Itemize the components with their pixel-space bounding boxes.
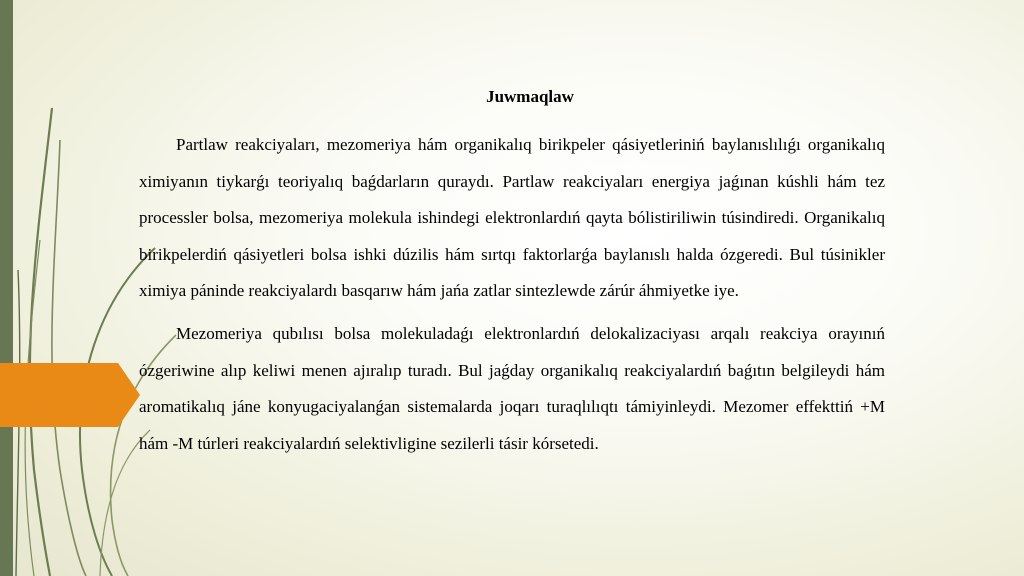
slide-body xyxy=(139,127,885,468)
paragraph-2: Mezomeriya qubılısı bolsa molekuladaǵı elektronlardıń delokalizaciyası arqalı reakciya orayınıń ózgeriwine alıp keliwi menen ajıralıp turadı. Bul jaǵday organikalıq reakciyalardıń baǵıtın belgileydi hám aromatikalıq jáne konyugaciyalanǵan sistemalarda joqarı turaqlılıqtı támiyinleydi. Mezomer effekttiń +M hám -M túrleri reakciyalardıń selektivligine sezilerli tásir kórsetedi. xyxy=(139,323,885,453)
paragraph-1: Partlaw reakciyaları, mezomeriya hám organikalıq birikpeler qásiyetleriniń baylanıslılıǵı organikalıq ximiyanın tiykarǵı teoriyalıq baǵdarların quraydı. Partlaw reakciyaları energiya jaǵınan kúshli hám tez processler bolsa, mezomeriya molekula ishindegi elektronlardıń qayta bólistiriliwin túsindiredi. Organikalıq birikpelerdiń qásiyetleri bolsa ishki dúzilis hám sırtqı faktorlarǵa baylanıslı halda ózgeredi. Bul túsinikler ximiya páninde reakciyalardı basqarıw hám jańa zatlar sintezlewde zárúr áhmiyetke iye. xyxy=(139,135,885,301)
orange-arrow-shape xyxy=(0,363,140,427)
slide-title: Juwmaqlaw xyxy=(486,87,574,106)
